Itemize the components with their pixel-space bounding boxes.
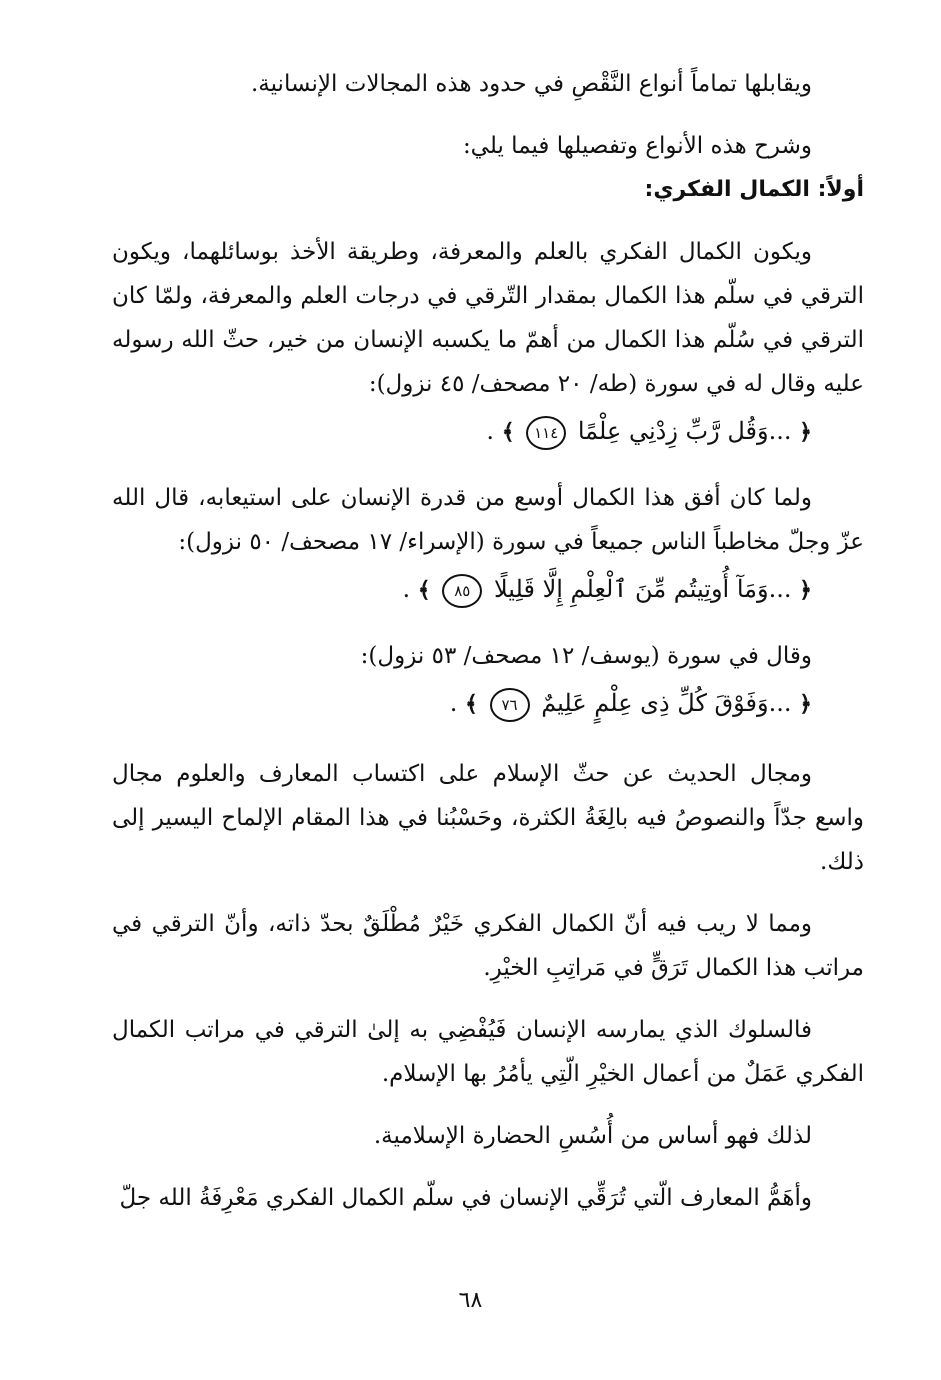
quran-verse-1 <box>112 406 864 458</box>
verse-open-bracket: ﴿ <box>799 420 812 445</box>
paragraph-6: ومجال الحديث عن حثّ الإسلام على اكتساب المعارف والعلوم مجال واسع جدّاً والنصوصُ فيه بالِغَةُ الكثرة، وحَسْبُنا في هذا المقام الإلماح اليسير إلى ذلك. <box>112 761 864 875</box>
paragraph-1: ويقابلها تماماً أنواع النَّقْصِ في حدود هذه المجالات الإنسانية. <box>250 71 812 97</box>
ayah-number-marker: ١١٤ <box>526 416 566 450</box>
verse-end-period: . <box>402 575 411 603</box>
verse-close-bracket: ﴾ <box>501 420 515 445</box>
ayah-number-marker: ٨٥ <box>442 574 482 608</box>
verse-open-bracket: ﴿ <box>799 578 812 603</box>
verse-2-text: ...وَمَآ أُوتِيتُم مِّنَ ٱلْعِلْمِ إِلَّا قَلِيلًا <box>493 575 792 603</box>
verse-end-period: . <box>449 689 458 717</box>
paragraph-7: ومما لا ريب فيه أنّ الكمال الفكري خَيْرٌ مُطْلَقٌ بحدّ ذاته، وأنّ الترقي في مراتب هذا الكمال تَرَقٍّ في مَراتِبِ الخيْرِ. <box>112 911 864 981</box>
verse-close-bracket: ﴾ <box>465 692 478 717</box>
document-page <box>112 62 864 1302</box>
paragraph-8: فالسلوك الذي يمارسه الإنسان فَيُفْضِي به إلىٰ الترقي في مراتب الكمال الفكري عَمَلٌ من أعمال الخيْرِ الّتِي يأمُرُ بها الإسلام. <box>112 1017 864 1087</box>
verse-3-text: ...وَفَوْقَ كُلِّ ذِى عِلْمٍ عَلِيمٌ <box>541 689 792 717</box>
paragraph-3: ويكون الكمال الفكري بالعلم والمعرفة، وطريقة الأخذ بوسائلهما، ويكون الترقي في سلّم هذا الكمال بمقدار التّرقي في درجات العلم والمعرفة، ولمّا كان الترقي في سُلّم هذا الكمال من أهمّ ما يكسبه الإنسان من خير، حثّ الله رسوله عليه وقال له في سورة (طه/ ٢٠ مصحف/ ٤٥ نزول): <box>112 239 864 397</box>
verse-1-text: ...وَقُل رَّبِّ زِدْنِي عِلْمًا <box>577 417 792 445</box>
verse-end-period: . <box>486 417 495 445</box>
quran-verse-3 <box>112 678 864 730</box>
quran-verse-2 <box>112 564 864 616</box>
verse-open-bracket: ﴿ <box>799 692 812 717</box>
page-number: ٦٨ <box>458 1288 483 1313</box>
paragraph-10: وأهَمُّ المعارف الّتي تُرَقِّي الإنسان في سلّم الكمال الفكري مَعْرِفَةُ الله جلّ <box>119 1185 812 1211</box>
verse-close-bracket: ﴾ <box>417 578 431 603</box>
paragraph-2: وشرح هذه الأنواع وتفصيلها فيما يلي: <box>462 133 812 159</box>
paragraph-9: لذلك فهو أساس من أُسُسِ الحضارة الإسلامية. <box>373 1123 812 1149</box>
ayah-number-marker: ٧٦ <box>490 688 530 722</box>
section-heading: أولاً: الكمال الفكري: <box>644 177 864 202</box>
paragraph-5: وقال في سورة (يوسف/ ١٢ مصحف/ ٥٣ نزول): <box>360 643 812 669</box>
paragraph-4: ولما كان أفق هذا الكمال أوسع من قدرة الإنسان على استيعابه، قال الله عزّ وجلّ مخاطباً الناس جميعاً في سورة (الإسراء/ ١٧ مصحف/ ٥٠ نزول): <box>112 485 864 555</box>
